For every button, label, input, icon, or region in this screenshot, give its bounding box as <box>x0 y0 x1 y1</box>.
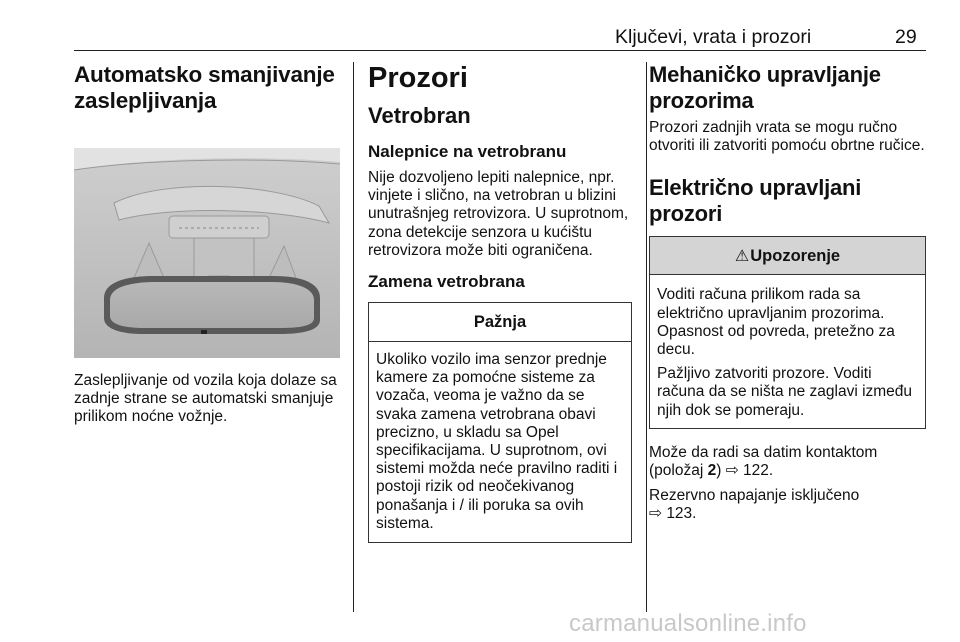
section-heading-antiglare: Automatsko smanjivanje zaslepljivanja <box>74 62 335 113</box>
warning-triangle-icon: ⚠ <box>734 248 750 266</box>
chapter-title-windows: Prozori <box>368 62 468 94</box>
retained-power-text <box>649 487 927 523</box>
warning-notice-header <box>650 237 925 275</box>
watermark: carmanualsonline.info <box>569 610 807 637</box>
subsection-heading-stickers: Nalepnice na vetrobranu <box>368 142 567 161</box>
caution-notice-text: Ukoliko vozilo ima senzor prednje kamere za pomoćne sisteme za vozača, veoma je važno da se svaka zamena vetrobrana obavi precizno, u skladu sa Opel specifikacijama. U suprotnom, ovi sistemi možda neće pravilno raditi i postoji rizik od neočekivanog ponašanja i / ili poruka sa ovih sistema. <box>376 351 618 532</box>
warning-notice-body <box>650 275 925 427</box>
page-reference-arrow-icon: ⇨ <box>725 462 739 480</box>
retained-power-label: Rezervno napajanje isključeno <box>649 487 860 505</box>
header-rule <box>74 50 926 51</box>
manual-windows-text: Prozori zadnjih vrata se mogu ručno otvoriti ili zatvoriti pomoću obrtne ručice. <box>649 119 925 155</box>
section-heading-manual-windows: Mehaničko upravljanje prozorima <box>649 62 881 113</box>
page-reference-123[interactable]: 123. <box>666 505 697 523</box>
stickers-text: Nije dozvoljeno lepiti nalepnice, npr. vinjete i slično, na vetrobran u blizini unutrašnjeg retrovizora. U suprotnom, zona detekcije senzora u kućištu retrovizora može biti ograničena. <box>368 169 629 259</box>
page-number: 29 <box>895 26 917 48</box>
ignition-position: 2 <box>707 462 717 480</box>
caution-notice-title: Pažnja <box>369 303 631 342</box>
column-left <box>74 62 342 427</box>
page-reference-arrow-icon: ⇨ <box>649 505 662 523</box>
column-divider-1 <box>353 62 354 612</box>
header-section-title: Ključevi, vrata i prozori <box>615 26 812 48</box>
warning-notice-box <box>649 236 926 428</box>
column-divider-2 <box>646 62 647 612</box>
ignition-text <box>649 444 927 480</box>
warning-text-1: Voditi računa prilikom rada sa električno upravljanim prozorima. Opasnost od povreda, pretežno za decu. <box>657 286 895 359</box>
subsection-heading-replacement: Zamena vetrobrana <box>368 272 525 292</box>
rearview-mirror-figure <box>74 148 340 358</box>
section-heading-power-windows: Električno upravljani prozori <box>649 175 862 227</box>
mirror-illustration <box>74 148 340 358</box>
caution-notice-box <box>368 302 632 543</box>
column-right <box>649 62 927 524</box>
ignition-text-end: ) <box>716 462 726 480</box>
antiglare-description: Zaslepljivanje od vozila koja dolaze sa zadnje strane se automatski smanjuje prilikom noćne vožnje. <box>74 372 337 426</box>
ignition-text-start: Može da radi sa datim kontaktom (položaj <box>649 443 878 480</box>
page-reference-122[interactable]: 122. <box>743 462 774 480</box>
warning-text-2: Pažljivo zatvoriti prozore. Voditi računa da se ništa ne zaglavi između njih dok se pomeraju. <box>657 365 913 419</box>
column-middle <box>368 62 632 543</box>
warning-notice-title: Upozorenje <box>750 247 841 266</box>
section-title-windscreen: Vetrobran <box>368 103 471 128</box>
